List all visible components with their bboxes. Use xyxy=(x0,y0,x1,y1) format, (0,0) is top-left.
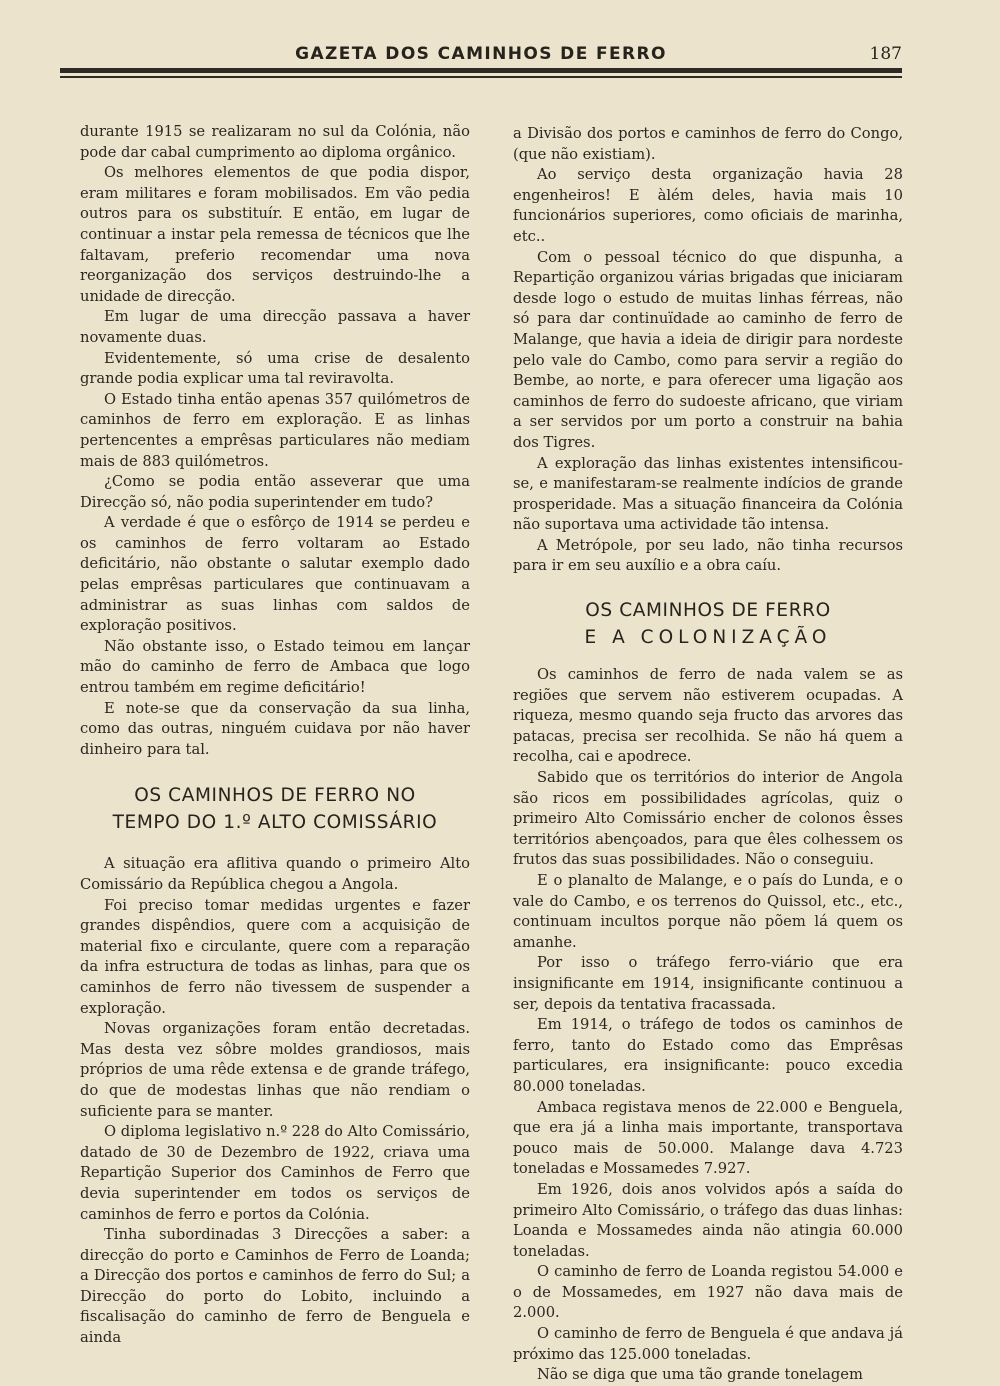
paragraph: E note-se que da conservação da sua linha, como das outras, ninguém cuidava por não haver dinheiro para tal. xyxy=(80,699,470,758)
paragraph: Não obstante isso, o Estado teimou em lançar mão do caminho de ferro de Ambaca que logo entrou também em regime deficitário! xyxy=(80,637,470,697)
paragraph: Em lugar de uma direcção passava a haver novamente duas. xyxy=(80,308,470,346)
header-rule-thin xyxy=(60,76,902,78)
section-heading-colonizacao xyxy=(513,597,903,651)
paragraph: A Metrópole, por seu lado, não tinha recursos para ir em seu auxílio e a obra caíu. xyxy=(513,536,903,575)
left-column xyxy=(80,122,470,1347)
heading-line: OS CAMINHOS DE FERRO NO xyxy=(134,785,416,807)
right-column xyxy=(513,124,903,1384)
paragraph: Tinha subordinadas 3 Direcções a saber: a direcção do porto e Caminhos de Ferro de Loanda; a Direcção dos portos e caminhos de ferro do Sul; a Direcção do porto do Lobito, incluindo a fiscalisação do caminho de ferro de Benguela e ainda xyxy=(80,1226,470,1347)
page-number: 187 xyxy=(869,44,902,64)
publication-title: GAZETA DOS CAMINHOS DE FERRO xyxy=(295,44,667,64)
paragraph: Foi preciso tomar medidas urgentes e fazer grandes dispêndios, quere com a acquisição de material fixo e circulante, quere com a reparação da infra estructura de todas as linhas, para que os caminhos de ferro não tivessem de suspender a exploração. xyxy=(80,896,470,1017)
paragraph: Com o pessoal técnico do que dispunha, a Repartição organizou várias brigadas que iniciaram desde logo o estudo de muitas linhas férreas, não só para dar continuïdade ao caminho de ferro de Malange, que havia a ideia de dirigir para nordeste pelo vale do Cambo, como para servir a região do Bembe, ao norte, e para oferecer uma ligação aos caminhos de ferro do sudoeste africano, que viriam a ser servidos por um porto a construir na bahia dos Tigres. xyxy=(513,248,903,451)
paragraph: Ao serviço desta organização havia 28 engenheiros! E àlém deles, havia mais 10 funcionários superiores, como oficiais de marinha, etc.. xyxy=(513,166,903,245)
paragraph: Novas organizações foram então decretadas. Mas desta vez sôbre moldes grandiosos, mais próprios de uma rêde extensa e de grande tráfego, do que de modestas linhas que não rendiam o suficiente para se manter. xyxy=(80,1020,470,1120)
paragraph: Não se diga que uma tão grande tonelagem xyxy=(537,1366,863,1384)
paragraph: Ambaca registava menos de 22.000 e Benguela, que era já a linha mais importante, transportava pouco mais de 50.000. Malange dava 4.723 toneladas e Mossamedes 7.927. xyxy=(513,1098,903,1178)
paragraph: A situação era aflitiva quando o primeiro Alto Comissário da República chegou a Angola. xyxy=(80,855,470,893)
paragraph: Os caminhos de ferro de nada valem se as regiões que servem não estiverem ocupadas. A riqueza, mesmo quando seja fructo das arvores das patacas, precisa ser recolhida. Se não há quem a recolha, cai e apodrece. xyxy=(513,666,903,766)
paragraph: E o planalto de Malange, e o país do Lunda, e o vale do Cambo, e os terrenos do Quissol, etc., etc., continuam incultos porque não põem lá quem os amanhe. xyxy=(513,872,903,951)
paragraph: Sabido que os territórios do interior de Angola são ricos em possibilidades agrícolas, quiz o primeiro Alto Comissário encher de colonos êsses territórios abençoados, para que êles colhessem os frutos das suas possibilidades. Não o conseguiu. xyxy=(513,769,903,869)
paragraph: O diploma legislativo n.º 228 do Alto Comissário, datado de 30 de Dezembro de 1922, criava uma Repartição Superior dos Caminhos de Ferro que devia superintender em todos os serviços de caminhos de ferro e portos da Colónia. xyxy=(80,1123,470,1223)
masthead xyxy=(60,40,902,80)
paragraph: A verdade é que o esfôrço de 1914 se perdeu e os caminhos de ferro voltaram ao Estado deficitário, não obstante o salutar exemplo dado pelas emprêsas particulares que continuavam a administrar as suas linhas com saldos de exploração positivos. xyxy=(80,514,470,635)
paragraph: O caminho de ferro de Loanda registou 54.000 e o de Mossamedes, em 1927 não dava mais de 2.000. xyxy=(513,1263,903,1322)
heading-line: TEMPO DO 1.º ALTO COMISSÁRIO xyxy=(112,812,438,834)
heading-line: OS CAMINHOS DE FERRO xyxy=(585,600,831,622)
paragraph: A exploração das linhas existentes intensificou-se, e manifestaram-se realmente indícios de grande prosperidade. Mas a situação financeira da Colónia não suportava uma actividade tão intensa. xyxy=(513,454,903,534)
paragraph: Evidentemente, só uma crise de desalento grande podia explicar uma tal reviravolta. xyxy=(80,349,470,388)
heading-line: E A COLONIZAÇÃO xyxy=(584,627,832,649)
paragraph: ¿Como se podia então asseverar que uma Direcção só, não podia superintender em tudo? xyxy=(80,473,470,511)
paragraph: durante 1915 se realizaram no sul da Colónia, não pode dar cabal cumprimento ao diploma orgânico. xyxy=(80,123,470,161)
header-rule-thick xyxy=(60,68,902,73)
paragraph: a Divisão dos portos e caminhos de ferro do Congo, (que não existiam). xyxy=(513,125,903,163)
paragraph: Os melhores elementos de que podia dispor, eram militares e foram mobilisados. Em vão pedia outros para os substituír. E então, em lugar de continuar a instar pela remessa de técnicos que lhe faltavam, preferio recomendar uma nova reorganização dos serviços destruindo-lhe a unidade de direcção. xyxy=(80,164,470,305)
paragraph: O Estado tinha então apenas 357 quilómetros de caminhos de ferro em exploração. E as linhas pertencentes a emprêsas particulares não mediam mais de 883 quilómetros. xyxy=(80,390,470,470)
paragraph: O caminho de ferro de Benguela é que andava já próximo das 125.000 toneladas. xyxy=(513,1325,903,1363)
section-heading-alto-comissario xyxy=(80,782,470,836)
paragraph: Em 1926, dois anos volvidos após a saída do primeiro Alto Comissário, o tráfego das duas linhas: Loanda e Mossamedes ainda não atingia 60.000 toneladas. xyxy=(513,1180,903,1260)
paragraph: Em 1914, o tráfego de todos os caminhos de ferro, tanto do Estado como das Emprêsas particulares, era insignificante: pouco excedia 80.000 toneladas. xyxy=(513,1016,903,1095)
paragraph: Por isso o tráfego ferro-viário que era insignificante em 1914, insignificante continuou a ser, depois da tentativa fracassada. xyxy=(513,954,903,1013)
